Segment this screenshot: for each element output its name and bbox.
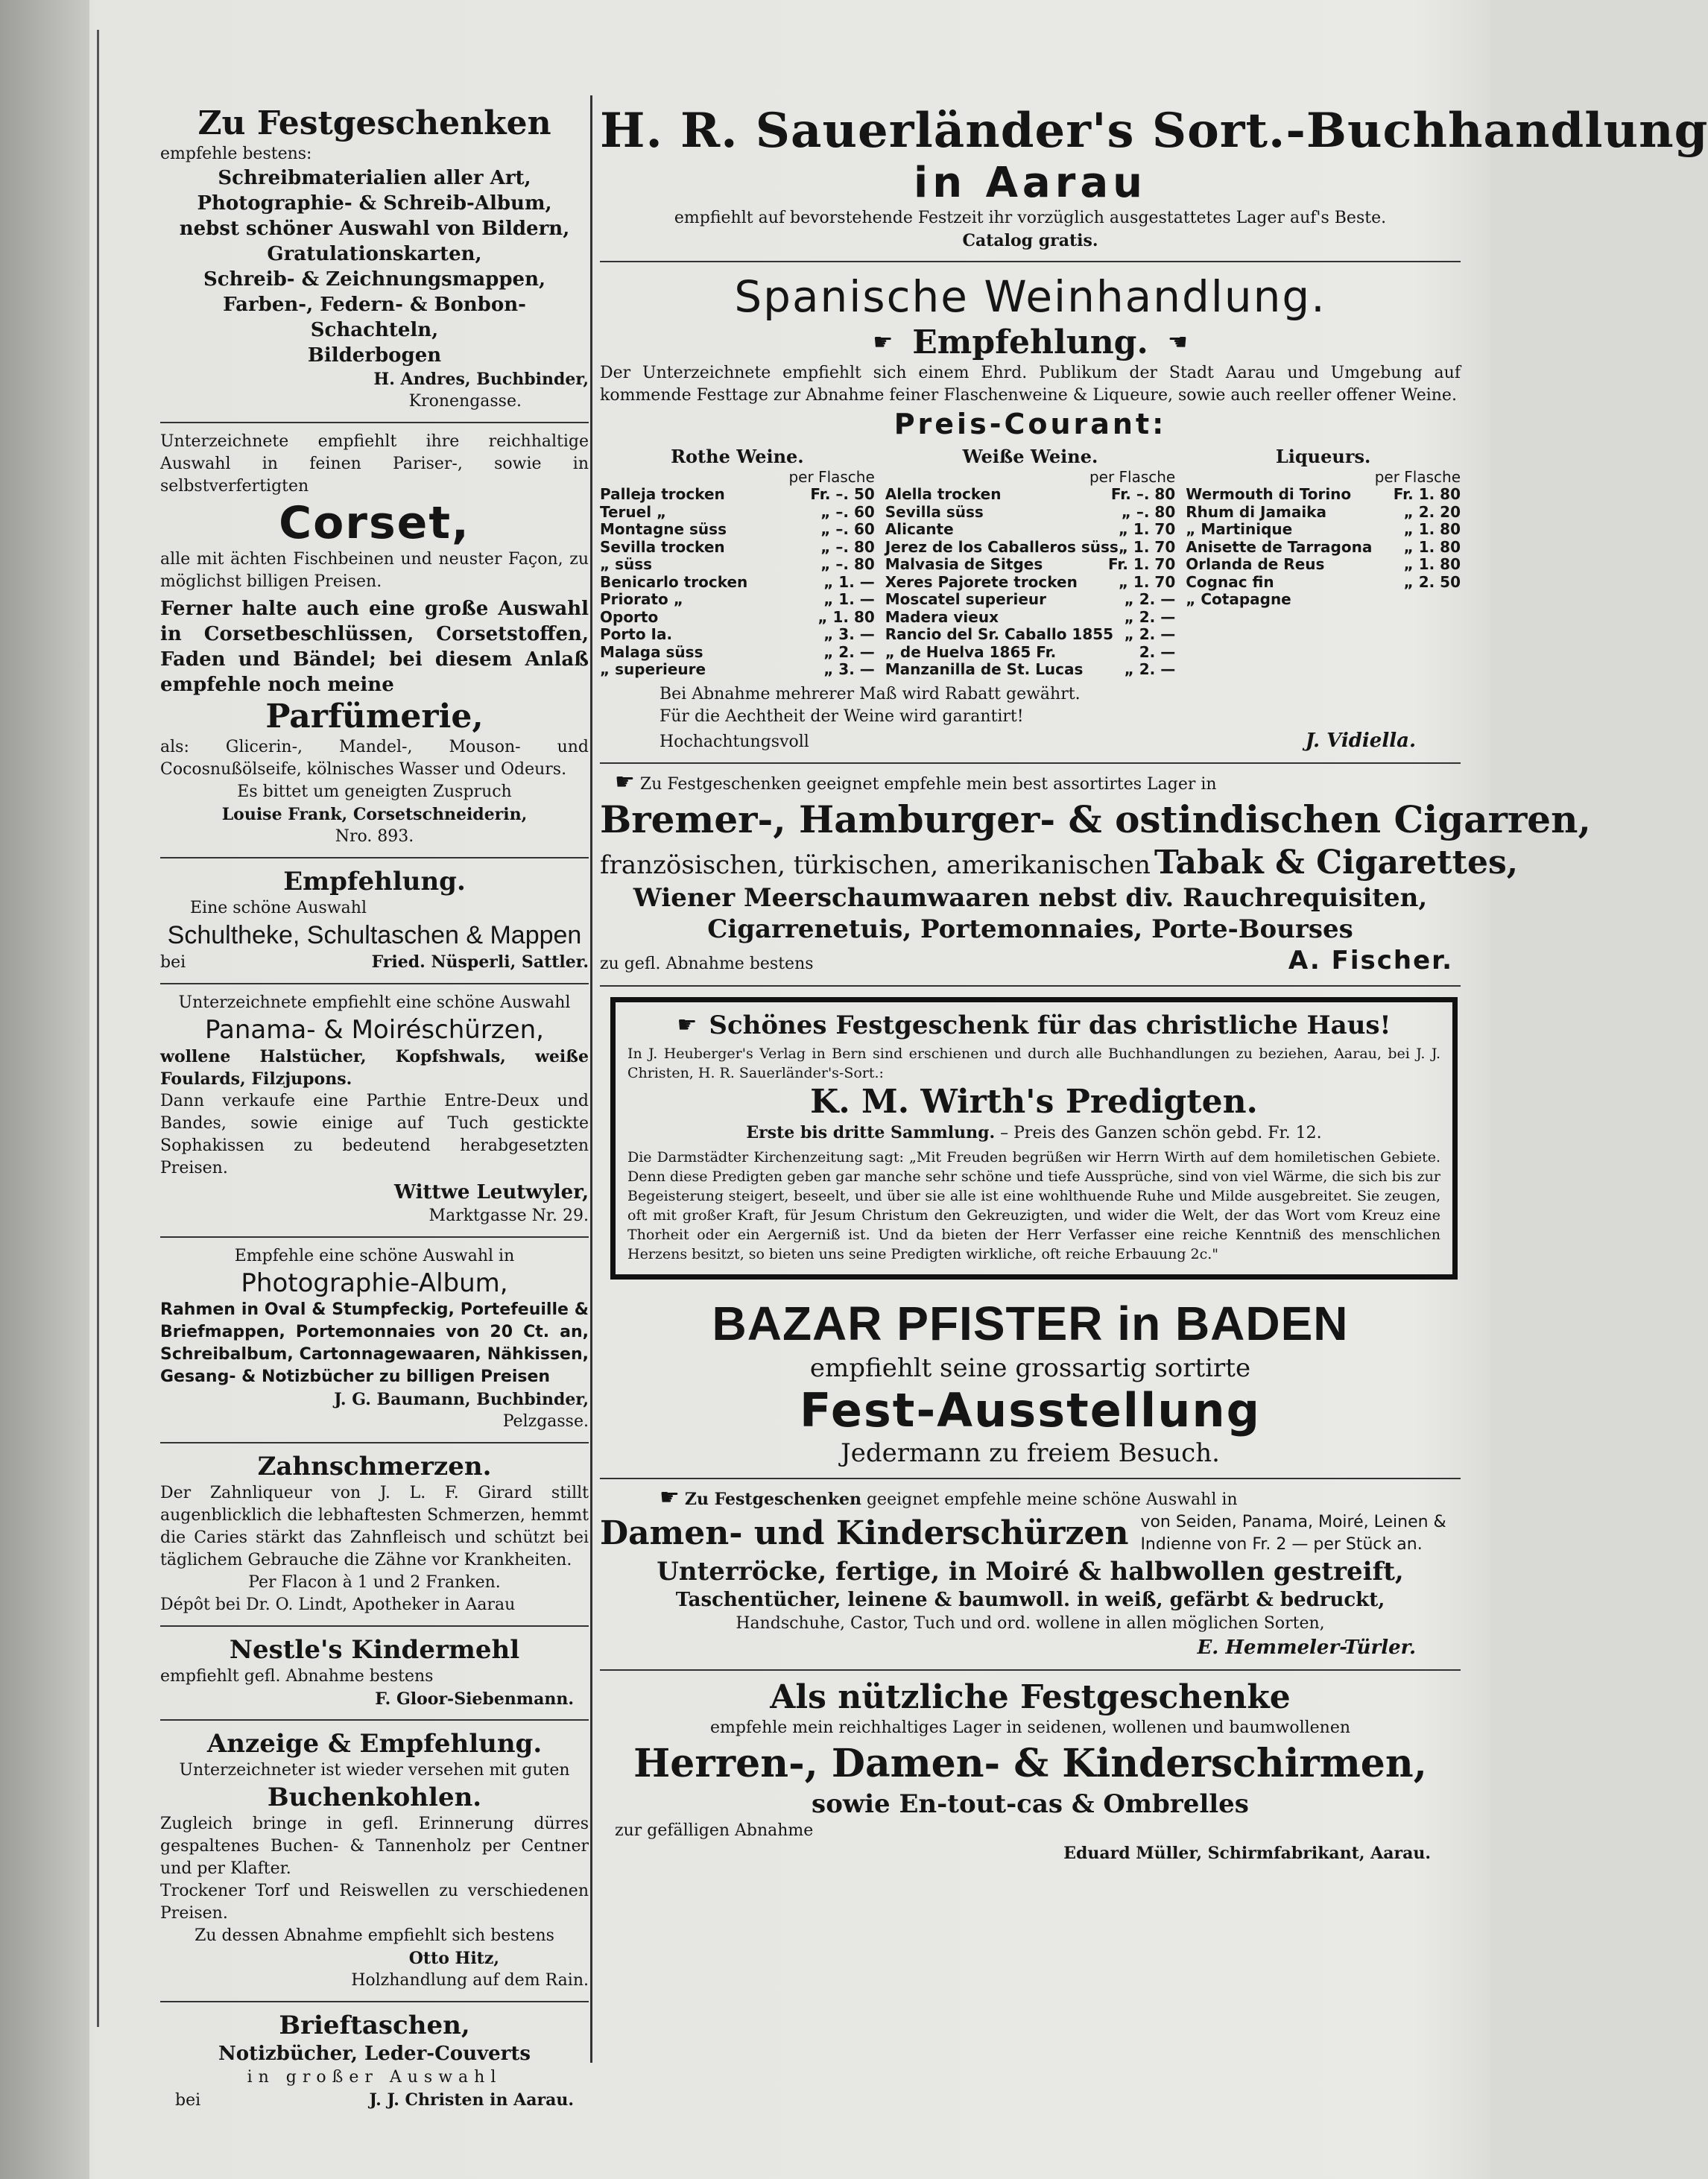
ad-cigarren-fischer	[600, 764, 1591, 987]
ad-schuerzen-leutwyler	[160, 984, 589, 1238]
wine-name: „ süss	[600, 555, 653, 573]
left-column	[160, 97, 589, 2121]
ad-line: bei	[175, 2091, 201, 2110]
wine-name: Montagne süss	[600, 520, 727, 538]
price-row	[600, 574, 875, 592]
ad-title: Zu Festgeschenken	[197, 104, 551, 142]
ad-line: Handschuhe, Castor, Tuch und ord. wollene in allen möglichen Sorten,	[736, 1613, 1325, 1633]
liqueur-name: Wermouth di Torino	[1186, 485, 1352, 503]
wine-price: „ 2. —	[1124, 625, 1176, 643]
wine-price: „ –. 80	[820, 555, 875, 573]
ad-price: – Preis des Ganzen schön gebd. Fr. 12.	[1000, 1123, 1322, 1142]
ad-buchenkohlen-hitz	[160, 1721, 589, 2002]
wine-name: Rancio del Sr. Caballo 1855	[885, 625, 1114, 643]
ad-closing: Hochachtungsvoll	[660, 732, 809, 751]
binding-rule	[97, 30, 99, 2027]
ad-note: Bei Abnahme mehrerer Maß wird Rabatt gewährt.	[660, 684, 1081, 703]
ad-zahnschmerzen	[160, 1443, 589, 1627]
wine-price: 2. —	[1139, 642, 1176, 661]
wine-name: Palleja trocken	[600, 485, 725, 503]
pointing-hand-icon: ☛	[660, 1484, 680, 1511]
wine-name: Alella trocken	[885, 485, 1002, 503]
wine-name: Priorato „	[600, 590, 683, 608]
ad-subtitle: Empfehlung.	[912, 323, 1148, 361]
ad-depot: Dépôt bei Dr. O. Lindt, Apotheker in Aarau	[160, 1595, 516, 1614]
ad-intro: Zu Festgeschenken	[684, 1489, 861, 1509]
ad-line: empfiehlt gefl. Abnahme bestens	[160, 1667, 434, 1686]
ad-intro: Unterzeichnete empfiehlt ihre reichhaltige Auswahl in feinen Pariser-, sowie in selbstverfertigten	[160, 432, 589, 496]
price-row	[1186, 556, 1461, 574]
price-row	[600, 539, 875, 557]
ad-address: Kronengasse.	[408, 392, 522, 411]
wine-name: Alicante	[885, 520, 954, 538]
wine-name: Oporto	[600, 607, 659, 626]
ad-line: Farben-, Federn- & Bonbon-Schachteln,	[223, 294, 526, 341]
ad-signature: J. Vidiella.	[1305, 729, 1416, 752]
ad-body: als: Glicerin-, Mandel-, Mouson- und Cocosnußölseife, kölnisches Wasser und Odeurs.	[160, 738, 589, 779]
wine-name: Xeres Pajorete trocken	[885, 572, 1078, 591]
ad-title: Zahnschmerzen.	[257, 1452, 492, 1481]
pointing-hand-icon: ☛	[677, 1011, 698, 1038]
ad-line: Gratulationskarten,	[267, 243, 482, 265]
ad-line: Bilderbogen	[307, 344, 442, 367]
ad-signature: A. Fischer.	[1288, 945, 1453, 975]
ad-intro: Empfehle eine schöne Auswahl in	[234, 1247, 515, 1265]
ad-line: empfehle bestens:	[160, 145, 312, 163]
price-row	[885, 574, 1175, 592]
price-row	[600, 591, 875, 609]
ad-subtitle: in Aarau	[914, 159, 1147, 207]
price-row	[600, 626, 875, 644]
ad-corset-frank	[160, 423, 589, 858]
wine-name: Jerez de los Caballeros süss	[885, 537, 1119, 556]
ad-brieftaschen-christen	[160, 2002, 589, 2121]
wine-price: Fr. 1. 70	[1107, 555, 1176, 573]
ad-photographie-baumann	[160, 1238, 589, 1443]
price-row	[885, 486, 1175, 504]
price-row	[1186, 521, 1461, 539]
price-unit: per Flasche	[788, 468, 875, 486]
price-row	[885, 661, 1175, 679]
wine-price: „ –. 80	[820, 537, 875, 556]
ad-note: Für die Aechtheit der Weine wird garantirt!	[660, 706, 1024, 726]
ad-line: Cigarrenetuis, Portemonnaies, Porte-Bourses	[707, 914, 1353, 944]
ad-weinhandlung-vidiella	[600, 262, 1461, 764]
ad-wirth-predigten	[610, 997, 1458, 1280]
ad-title: Spanische Weinhandlung.	[734, 271, 1326, 322]
ad-signature: Otto Hitz,	[408, 1949, 499, 1968]
ad-number: Nro. 893.	[335, 827, 414, 846]
ad-signature: Wittwe Leutwyler,	[393, 1181, 589, 1204]
ad-intro: geeignet empfehle meine schöne Auswahl in	[866, 1490, 1238, 1509]
ad-book-title: K. M. Wirth's Predigten.	[810, 1082, 1258, 1121]
ad-body: Trockener Torf und Reiswellen zu verschiedenen Preisen.	[160, 1882, 589, 1923]
ad-line: Notizbücher, Leder-Couverts	[218, 2043, 531, 2065]
ad-line: französischen, türkischen, amerikanischen	[600, 850, 1151, 880]
ad-body: Der Zahnliqueur von J. L. F. Girard stillt augenblicklich die lebhaftesten Schmerzen, hemmt die Caries stärkt das Zahnfleisch und schützt bei täglichem Gebrauche die Zähne vor Krankheiten.	[160, 1484, 589, 1569]
ad-intro: Zu Festgeschenken geeignet empfehle mein best assortirtes Lager in	[639, 774, 1217, 794]
wine-price: „ 1. 70	[1118, 520, 1176, 538]
ad-title: H. R. Sauerländer's Sort.-Buchhandlung	[600, 103, 1708, 159]
ad-line: empfiehlt seine grossartig sortirte	[809, 1353, 1251, 1383]
ad-detail: von Seiden, Panama, Moiré, Leinen & Indienne von Fr. 2 — per Stück an.	[1140, 1512, 1446, 1554]
ad-line: Jedermann zu freiem Besuch.	[841, 1438, 1220, 1468]
ad-body: wollene Halstücher, Kopfshwals, weiße Foulards, Filzjupons.	[160, 1047, 589, 1089]
wine-price: „ 2. —	[1124, 607, 1176, 626]
ad-kindermehl	[160, 1627, 589, 1721]
price-column-heading: Liqueurs.	[1275, 446, 1371, 467]
ad-line: Eine schöne Auswahl	[190, 899, 367, 917]
ad-title: Brieftaschen,	[279, 2011, 470, 2040]
liqueur-name: „ Martinique	[1186, 520, 1293, 538]
ad-signature: Fried. Nüsperli, Sattler.	[371, 952, 589, 972]
wine-name: Moscatel superieur	[885, 590, 1047, 608]
wine-price: „ 3. —	[823, 625, 875, 643]
ad-title: Photographie-Album,	[241, 1268, 508, 1298]
binding-edge	[0, 0, 89, 2179]
ad-line: Unterzeichneter ist wieder versehen mit guten	[179, 1761, 570, 1780]
ad-body: Zu dessen Abnahme empfiehlt sich bestens	[194, 1926, 554, 1945]
ad-signature: F. Gloor-Siebenmann.	[375, 1689, 574, 1709]
ad-schuerzen-hemmeler	[600, 1479, 1461, 1671]
liqueur-name: Cognac fin	[1186, 572, 1274, 591]
ad-schirme-mueller	[600, 1671, 1461, 1873]
ad-edition: Erste bis dritte Sammlung.	[746, 1122, 996, 1142]
price-column-heading: Rothe Weine.	[671, 446, 804, 467]
price-row	[1186, 539, 1461, 557]
price-row	[885, 539, 1175, 557]
price-row	[600, 521, 875, 539]
price-row	[600, 556, 875, 574]
ad-line: nebst schöner Auswahl von Bildern,	[179, 218, 570, 240]
ad-line: zur gefälligen Abnahme	[615, 1821, 814, 1840]
price-row	[600, 609, 875, 627]
liqueur-price: „ 1. 80	[1403, 555, 1461, 573]
price-row	[1186, 591, 1461, 609]
price-column-heading: Weiße Weine.	[962, 446, 1098, 467]
ad-title: Damen- und Kinderschürzen	[600, 1514, 1129, 1552]
price-list-title: Preis-Courant:	[893, 408, 1167, 440]
liqueur-price: „ 2. 20	[1403, 502, 1461, 521]
liqueur-price: „ 2. 50	[1403, 572, 1461, 591]
ad-line: Photographie- & Schreib-Album,	[197, 192, 552, 215]
ad-sauerlaender	[600, 95, 1708, 262]
ad-title-2: Buchenkohlen.	[267, 1783, 482, 1812]
ad-line: in großer Auswahl	[247, 2068, 502, 2087]
wine-price: „ –. 60	[820, 502, 875, 521]
ad-body: Zugleich bringe in gefl. Erinnerung dürres gespaltenes Buchen- & Tannenholz per Centner und per Klafter.	[160, 1815, 589, 1878]
price-row	[1186, 574, 1461, 592]
wine-price: „ 1. —	[823, 572, 875, 591]
pointing-hand-icon: ☛	[615, 768, 635, 795]
ad-intro: empfehle mein reichhaltiges Lager in seidenen, wollenen und baumwollenen	[709, 1718, 1351, 1737]
price-row	[885, 626, 1175, 644]
ad-line: Wiener Meerschaumwaaren nebst div. Rauchrequisiten,	[633, 882, 1428, 913]
price-row	[885, 591, 1175, 609]
wine-name: Malvasia de Sitges	[885, 555, 1043, 573]
price-row	[600, 504, 875, 522]
ad-line: Taschentücher, leinene & baumwoll. in weiß, gefärbt & bedruckt,	[675, 1588, 1385, 1611]
ad-line: bei	[160, 953, 186, 972]
ad-title: Schönes Festgeschenk für das christliche Haus!	[709, 1010, 1391, 1040]
price-row	[885, 644, 1175, 662]
ad-closing: Es bittet um geneigten Zuspruch	[237, 782, 512, 801]
ad-line: empfiehlt auf bevorstehende Festzeit ihr vorzüglich ausgestattetes Lager auf's Beste.	[674, 209, 1387, 227]
ad-line: sowie En-tout-cas & Ombrelles	[812, 1789, 1249, 1819]
ad-intro: Unterzeichnete empfiehlt eine schöne Auswahl	[178, 993, 571, 1012]
ad-line: Schreib- & Zeichnungsmappen,	[203, 268, 546, 291]
ad-title: Als nützliche Festgeschenke	[770, 1677, 1291, 1716]
wine-name: Sevilla trocken	[600, 537, 725, 556]
wine-name: Sevilla süss	[885, 502, 984, 521]
wine-price: „ 2. —	[1124, 590, 1176, 608]
ad-title-2: Fest-Ausstellung	[800, 1382, 1261, 1438]
ad-festgeschenken-andres	[160, 97, 589, 423]
ad-body: alle mit ächten Fischbeinen und neuster Façon, zu möglichst billigen Preisen.	[160, 550, 589, 591]
pointing-hand-icon: ☛	[873, 329, 893, 355]
wine-price: „ –. 60	[820, 520, 875, 538]
column-divider	[590, 95, 592, 2063]
liqueur-name: Anisette de Tarragona	[1186, 537, 1373, 556]
price-table	[600, 446, 1461, 679]
ad-line: Tabak & Cigarettes,	[1154, 843, 1519, 882]
liqueur-price: „ 1. 80	[1403, 537, 1461, 556]
wine-price: „ 1. 70	[1118, 537, 1176, 556]
ad-signature: J. G. Baumann, Buchbinder,	[334, 1390, 589, 1409]
price-column-liqueurs	[1186, 446, 1461, 679]
price-column-red	[600, 446, 875, 679]
price-unit: per Flasche	[1089, 468, 1176, 486]
ad-line: Schreibmaterialien aller Art,	[218, 167, 531, 189]
right-column	[600, 95, 1708, 1873]
ad-signature: E. Hemmeler-Türler.	[1197, 1636, 1416, 1659]
wine-name: Teruel „	[600, 502, 667, 521]
wine-price: „ 1. 80	[817, 607, 875, 626]
price-column-white	[885, 446, 1175, 679]
liqueur-price: Fr. 1. 80	[1393, 485, 1461, 503]
liqueur-name: Orlanda de Reus	[1186, 555, 1325, 573]
ad-bazar-pfister	[600, 1287, 1461, 1479]
price-row	[1186, 486, 1461, 504]
wine-name: „ de Huelva 1865 Fr.	[885, 642, 1057, 661]
wine-price: „ 1. 70	[1118, 572, 1176, 591]
ad-address: Holzhandlung auf dem Rain.	[351, 1971, 589, 1990]
ad-title: Corset,	[279, 497, 470, 549]
ad-body: Ferner halte auch eine große Auswahl in Corsetbeschlüssen, Corsetstoffen, Faden und Bändel; bei diesem Anlaß empfehle noch meine	[160, 598, 589, 696]
ad-signature: J. J. Christen in Aarau.	[369, 2090, 574, 2110]
wine-name: „ superieure	[600, 660, 706, 678]
wine-price: „ 2. —	[1124, 660, 1176, 678]
wine-name: Malaga süss	[600, 642, 703, 661]
ad-title: Empfehlung.	[283, 867, 466, 896]
wine-price: „ 1. —	[823, 590, 875, 608]
liqueur-name: Rhum di Jamaika	[1186, 502, 1326, 521]
ad-signature: Eduard Müller, Schirmfabrikant, Aarau.	[1063, 1843, 1431, 1863]
ad-body: Dann verkaufe eine Parthie Entre-Deux und Bandes, sowie einige auf Tuch gestickte Sophakissen zu bedeutend herabgesetzten Preisen.	[160, 1092, 589, 1177]
ad-title-2: Herren-, Damen- & Kinderschirmen,	[633, 1740, 1427, 1786]
ad-signature: Louise Frank, Corsetschneiderin,	[221, 805, 528, 824]
price-row	[600, 486, 875, 504]
ad-catalog: Catalog gratis.	[962, 231, 1098, 250]
pointing-hand-icon: ☛	[1167, 329, 1188, 355]
price-row	[885, 556, 1175, 574]
ad-title: Nestle's Kindermehl	[229, 1635, 520, 1665]
ad-intro: In J. Heuberger's Verlag in Bern sind erschienen und durch alle Buchhandlungen zu beziehen, Aarau, bei J. J. Christen, H. R. Sauerländer's-Sort.:	[627, 1045, 1440, 1081]
ad-line: zu gefl. Abnahme bestens	[600, 954, 814, 973]
price-unit: per Flasche	[1374, 468, 1461, 486]
ad-title-2: Parfümerie,	[265, 698, 484, 736]
price-row	[885, 609, 1175, 627]
ad-line: Unterröcke, fertige, in Moiré & halbwollen gestreift,	[657, 1556, 1404, 1587]
ad-title: Anzeige & Empfehlung.	[206, 1729, 543, 1759]
wine-price: „ 2. —	[823, 642, 875, 661]
wine-price: Fr. –. 80	[1110, 485, 1176, 503]
wine-price: „ 3. —	[823, 660, 875, 678]
price-row	[1186, 504, 1461, 522]
ad-price: Per Flacon à 1 und 2 Franken.	[248, 1573, 501, 1592]
ad-review: Die Darmstädter Kirchenzeitung sagt: „Mit Freuden begrüßen wir Herrn Wirth auf dem homiletischen Gebiete. Denn diese Predigten geben gar manche sehr schöne und tiefe Aussprüche, sind von viel Wärme, die sich bis zur Begeisterung steigert, beseelt, und über sie alle ist eine wohlthuende Ruhe und Milde ausgebreitet. Sie zeugen, oft mit großer Kraft, für Jesum Christum den Gekreuzigten, und wider die Welt, der das Wort vom Kreuz eine Thorheit oder ein Aergerniß ist. Und da bieten der Herr Verfasser eine reiche Kenntniß des menschlichen Herzens besitzt, so bieten uns seine Predigten wirkliche, oft reiche Erbauung 2c."	[627, 1148, 1440, 1262]
ad-address: Pelzgasse.	[502, 1412, 589, 1431]
wine-name: Madera vieux	[885, 607, 999, 626]
wine-price: „ –. 80	[1121, 502, 1176, 521]
ad-title: Panama- & Moiréschürzen,	[205, 1015, 544, 1045]
liqueur-name: „ Cotapagne	[1186, 590, 1291, 608]
ad-title: Bremer-, Hamburger- & ostindischen Cigarren,	[600, 797, 1591, 841]
ad-address: Marktgasse Nr. 29.	[428, 1206, 589, 1225]
price-row	[600, 644, 875, 662]
price-row	[885, 521, 1175, 539]
ad-intro: Der Unterzeichnete empfiehlt sich einem Ehrd. Publikum der Stadt Aarau und Umgebung auf kommende Festtage zur Abnahme feiner Flaschenweine & Liqueure, sowie auch reeller offener Weine.	[600, 364, 1461, 405]
wine-price: Fr. –. 50	[810, 485, 875, 503]
liqueur-price: „ 1. 80	[1403, 520, 1461, 538]
wine-name: Manzanilla de St. Lucas	[885, 660, 1084, 678]
price-row	[600, 661, 875, 679]
ad-signature: H. Andres, Buchbinder,	[373, 370, 589, 389]
ad-empfehlung-nuesperli	[160, 858, 589, 984]
price-row	[885, 504, 1175, 522]
wine-name: Benicarlo trocken	[600, 572, 748, 591]
ad-title: BAZAR PFISTER in BADEN	[712, 1296, 1349, 1350]
wine-name: Porto Ia.	[600, 625, 673, 643]
ad-line: Schultheke, Schultaschen & Mappen	[167, 921, 582, 949]
ad-body: Rahmen in Oval & Stumpfeckig, Portefeuille & Briefmappen, Portemonnaies von 20 Ct. an, Schreibalbum, Cartonnagewaaren, Nähkissen, Gesang- & Notizbücher zu billigen Preisen	[160, 1300, 589, 1386]
